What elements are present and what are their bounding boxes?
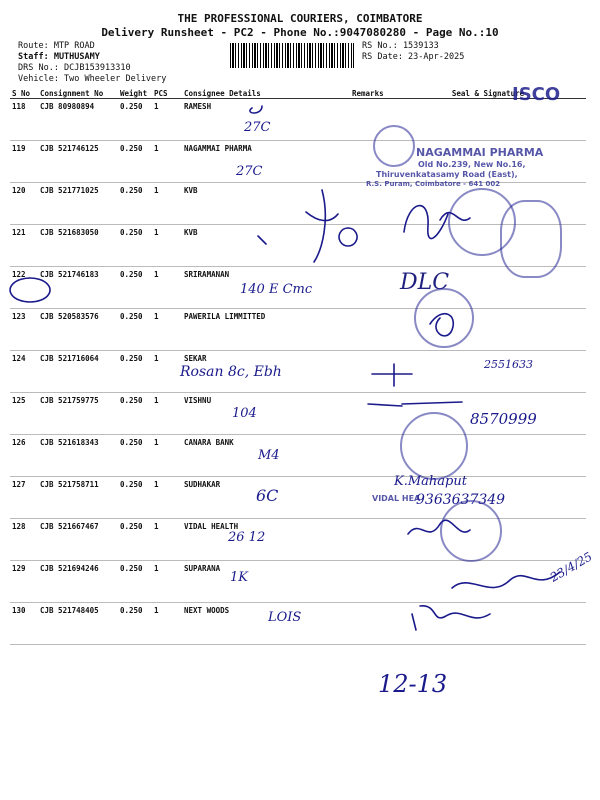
col-header-pcs: PCS xyxy=(152,89,182,99)
stamp-nagammai-addr1: Old No.239, New No.16, xyxy=(418,160,526,169)
consignee-cell: PAWERILA LIMMITTED xyxy=(182,309,350,351)
handwriting-total: 12-13 xyxy=(378,670,448,698)
col-header-remarks: Remarks xyxy=(350,89,390,99)
sno-cell: 121 xyxy=(10,225,38,267)
col-header-consignment: Consignment No xyxy=(38,89,118,99)
consignee-cell: KVB xyxy=(182,225,350,267)
weight-cell: 0.250 xyxy=(118,477,152,519)
handwriting-r128: 26 12 xyxy=(228,530,266,545)
sno-cell: 130 xyxy=(10,603,38,645)
stamp-top-corner: ISCO xyxy=(512,84,561,105)
pcs-cell: 1 xyxy=(152,267,182,309)
handwriting-phone1: 2551633 xyxy=(484,358,533,371)
consignee-cell: SRIRAMANAN xyxy=(182,267,350,309)
signature-cell xyxy=(390,351,586,393)
weight-cell: 0.250 xyxy=(118,141,152,183)
handwriting-date-signature: 23/4/25 xyxy=(547,549,595,585)
weight-cell: 0.250 xyxy=(118,435,152,477)
pcs-cell: 1 xyxy=(152,477,182,519)
pcs-cell: 1 xyxy=(152,183,182,225)
weight-cell: 0.250 xyxy=(118,309,152,351)
weight-cell: 0.250 xyxy=(118,183,152,225)
sno-cell: 120 xyxy=(10,183,38,225)
consignment-cell: CJB 521683050 xyxy=(38,225,118,267)
remarks-cell xyxy=(350,309,390,351)
consignment-cell: CJB 521618343 xyxy=(38,435,118,477)
handwriting-phone3: 9363637349 xyxy=(416,492,506,508)
remarks-cell xyxy=(350,519,390,561)
remarks-cell xyxy=(350,183,390,225)
handwriting-r122: 140 E Cmc xyxy=(240,282,313,297)
sno-cell: 127 xyxy=(10,477,38,519)
sno-cell: 118 xyxy=(10,99,38,141)
consignment-cell: CJB 521746125 xyxy=(38,141,118,183)
vehicle-label: Vehicle: Two Wheeler Delivery xyxy=(18,74,167,84)
remarks-cell xyxy=(350,435,390,477)
stamp-nagammai-addr2: Thiruvenkatasamy Road (East), xyxy=(376,170,518,179)
consignee-cell: SEKAR xyxy=(182,351,350,393)
weight-cell: 0.250 xyxy=(118,267,152,309)
handwriting-sudhakar-signature: K.Mahaput xyxy=(394,474,467,489)
table-row xyxy=(10,309,586,351)
consignment-cell: CJB 521667467 xyxy=(38,519,118,561)
consignment-cell: CJB 521748405 xyxy=(38,603,118,645)
staff-label: Staff: MUTHUSAMY xyxy=(18,52,100,62)
consignee-cell: SUPARANA xyxy=(182,561,350,603)
remarks-cell xyxy=(350,351,390,393)
handwriting-r125: 104 xyxy=(232,406,257,421)
table-header-row xyxy=(10,89,586,99)
stamp-seal-123 xyxy=(414,288,474,348)
sno-cell: 123 xyxy=(10,309,38,351)
stamp-seal-128 xyxy=(440,500,502,562)
handwriting-phone2: 8570999 xyxy=(470,410,537,428)
route-label: Route: MTP ROAD xyxy=(18,41,95,51)
barcode xyxy=(230,43,354,68)
document-title: THE PROFESSIONAL COURIERS, COIMBATORE xyxy=(177,12,423,25)
handwriting-r118: 27C xyxy=(244,120,271,135)
handwriting-dlc: DLC xyxy=(400,270,450,295)
runsheet-meta-right xyxy=(362,41,464,63)
remarks-cell xyxy=(350,393,390,435)
weight-cell: 0.250 xyxy=(118,603,152,645)
signature-cell xyxy=(390,603,586,645)
weight-cell: 0.250 xyxy=(118,393,152,435)
rs-date: RS Date: 23-Apr-2025 xyxy=(362,52,465,62)
runsheet-subtitle: Delivery Runsheet - PC2 - Phone No.:9047080280 - Page No.:10 xyxy=(101,26,499,39)
consignment-cell: CJB 521716064 xyxy=(38,351,118,393)
consignee-cell: VISHNU xyxy=(182,393,350,435)
sno-cell: 129 xyxy=(10,561,38,603)
weight-cell: 0.250 xyxy=(118,519,152,561)
stamp-bank-seal-outer xyxy=(500,200,562,278)
consignment-cell: CJB 521771025 xyxy=(38,183,118,225)
table-row xyxy=(10,561,586,603)
col-header-consignee: Consignee Details xyxy=(182,89,350,99)
consignment-cell: CJB 521758711 xyxy=(38,477,118,519)
col-header-weight: Weight xyxy=(118,89,152,99)
remarks-cell xyxy=(350,561,390,603)
sno-cell: 122 xyxy=(10,267,38,309)
consignment-cell: CJB 521759775 xyxy=(38,393,118,435)
sno-cell: 125 xyxy=(10,393,38,435)
sno-cell: 119 xyxy=(10,141,38,183)
consignee-cell: NEXT WOODS xyxy=(182,603,350,645)
sno-cell: 128 xyxy=(10,519,38,561)
handwriting-r130: LOIS xyxy=(268,610,302,625)
consignee-cell: RAMESH xyxy=(182,99,350,141)
consignment-cell: CJB 520583576 xyxy=(38,309,118,351)
consignee-cell: SUDHAKAR xyxy=(182,477,350,519)
pcs-cell: 1 xyxy=(152,309,182,351)
weight-cell: 0.250 xyxy=(118,561,152,603)
pcs-cell: 1 xyxy=(152,603,182,645)
rs-number: RS No.: 1539133 xyxy=(362,41,439,51)
stamp-nagammai-title: NAGAMMAI PHARMA xyxy=(416,146,544,159)
drs-label: DRS No.: DCJB153913310 xyxy=(18,63,131,73)
pcs-cell: 1 xyxy=(152,561,182,603)
col-header-seal-signature: Seal & Signature xyxy=(390,89,586,99)
sno-cell: 126 xyxy=(10,435,38,477)
stamp-circle-top xyxy=(373,125,415,167)
consignment-cell: CJB 521694246 xyxy=(38,561,118,603)
handwriting-r119: 27C xyxy=(236,164,263,179)
pcs-cell: 1 xyxy=(152,99,182,141)
weight-cell: 0.250 xyxy=(118,99,152,141)
stamp-vidal: VIDAL HEA xyxy=(372,494,421,503)
table-row xyxy=(10,99,586,141)
handwriting-r126: M4 xyxy=(258,448,280,463)
stamp-nagammai-addr3: R.S. Puram, Coimbatore - 641 002 xyxy=(366,180,501,188)
pcs-cell: 1 xyxy=(152,435,182,477)
table-row xyxy=(10,351,586,393)
consignee-cell: KVB xyxy=(182,183,350,225)
handwriting-r129: 1K xyxy=(230,570,248,585)
pcs-cell: 1 xyxy=(152,393,182,435)
consignee-cell: CANARA BANK xyxy=(182,435,350,477)
remarks-cell xyxy=(350,225,390,267)
runsheet-meta-left xyxy=(18,41,166,85)
consignee-cell: VIDAL HEALTH xyxy=(182,519,350,561)
remarks-cell xyxy=(350,267,390,309)
stamp-seal-126 xyxy=(400,412,468,480)
consignment-cell: CJB 521746183 xyxy=(38,267,118,309)
col-header-sno: S No xyxy=(10,89,38,99)
weight-cell: 0.250 xyxy=(118,225,152,267)
sno-cell: 124 xyxy=(10,351,38,393)
pcs-cell: 1 xyxy=(152,225,182,267)
remarks-cell xyxy=(350,603,390,645)
handwriting-r127: 6C xyxy=(256,486,279,505)
weight-cell: 0.250 xyxy=(118,351,152,393)
consignee-cell: NAGAMMAI PHARMA xyxy=(182,141,350,183)
pcs-cell: 1 xyxy=(152,351,182,393)
table-row xyxy=(10,435,586,477)
pcs-cell: 1 xyxy=(152,519,182,561)
pcs-cell: 1 xyxy=(152,141,182,183)
handwriting-r124: Rosan 8c, Ebh xyxy=(180,364,282,380)
consignment-cell: CJB 80980894 xyxy=(38,99,118,141)
